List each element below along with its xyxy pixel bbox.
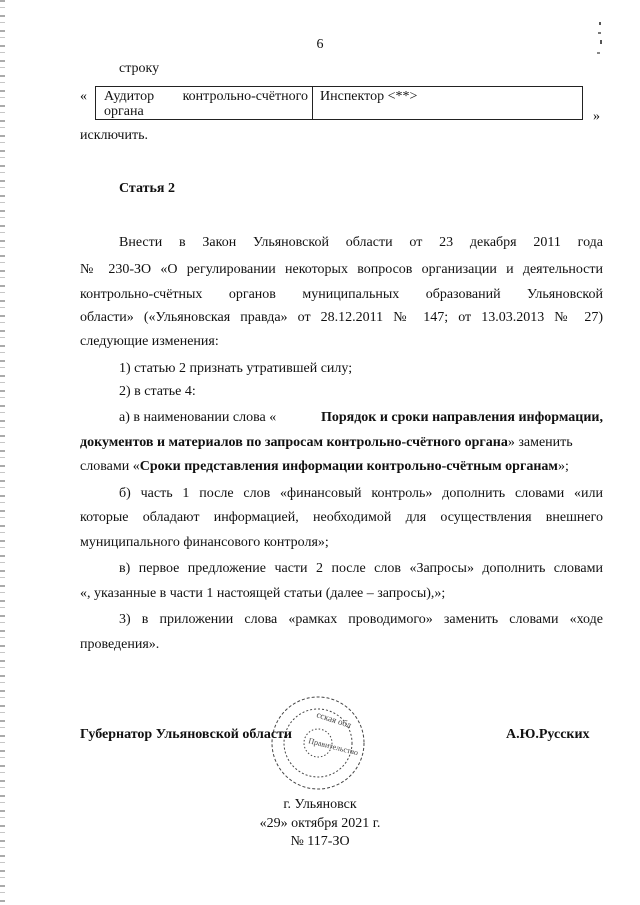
subitem-c-line: в) первое предложение части 2 после слов «Запросы» дополнить словами xyxy=(119,561,603,576)
law-number: № 117-ЗО xyxy=(290,834,350,849)
page-number: 6 xyxy=(316,37,324,52)
delete-text: исключить. xyxy=(80,128,148,143)
body-line: контрольно-счётных органов муниципальных образований Ульяновской xyxy=(80,287,603,302)
list-item: 1) статью 2 признать утратившей силу; xyxy=(119,361,353,376)
subitem-b-line: б) часть 1 после слов «финансовый контроль» дополнить словами «или xyxy=(119,486,603,501)
table-cell-title: Инспектор <**> xyxy=(320,89,418,104)
body-line: следующие изменения: xyxy=(80,334,219,349)
signatory-title: Губернатор Ульяновской области xyxy=(80,727,292,742)
list-item: 2) в статье 4: xyxy=(119,384,196,399)
subitem-a-line1 xyxy=(119,410,603,426)
subitem-a-text: Порядок и сроки направления информации, xyxy=(320,410,603,425)
subitem-a-text: »; xyxy=(557,459,569,474)
item3-line: 3) в приложении слова «рамках проводимого» заменить словами «ходе xyxy=(119,612,603,627)
subitem-a-text: словами « xyxy=(80,459,140,474)
subitem-a-text: документов и материалов по запросам контрольно-счётного органа xyxy=(80,435,508,450)
place: г. Ульяновск xyxy=(283,797,357,812)
item3-line: проведения». xyxy=(80,637,160,652)
close-quote: » xyxy=(593,109,600,124)
subitem-b-line: муниципального финансового контроля»; xyxy=(80,535,329,550)
amendment-table-row xyxy=(95,86,583,120)
scan-edge-marks xyxy=(0,0,5,905)
signatory-name: А.Ю.Русских xyxy=(506,727,590,742)
svg-text:Правительство: Правительство xyxy=(307,736,360,758)
table-cell-position-line2: органа xyxy=(104,104,144,119)
svg-text:сская обл: сская обл xyxy=(315,709,353,731)
subitem-a-text: а) в наименовании слова « xyxy=(119,410,277,425)
body-line: Внести в Закон Ульяновской области от 23 декабря 2011 года xyxy=(119,235,603,250)
official-seal xyxy=(268,693,368,793)
subitem-a-line2 xyxy=(80,435,573,451)
body-line: № 230-ЗО «О регулировании некоторых вопросов организации и деятельности xyxy=(80,262,603,277)
open-quote: « xyxy=(80,89,87,104)
subitem-a-line3 xyxy=(80,459,569,475)
table-cell-position-line1: Аудитор контрольно-счётного xyxy=(104,89,308,104)
subitem-a-text: Сроки представления информации контрольно-счётным органам xyxy=(139,459,558,474)
subitem-a-text: » заменить xyxy=(507,435,573,450)
table-column-divider xyxy=(312,87,313,119)
subitem-c-line: «, указанные в части 1 настоящей статьи (далее – запросы),»; xyxy=(80,586,446,601)
subitem-b-line: которые обладают информацией, необходимой для осуществления внешнего xyxy=(80,510,603,525)
intro-text: строку xyxy=(119,61,160,76)
article-heading: Статья 2 xyxy=(119,181,175,196)
body-line: области» («Ульяновская правда» от 28.12.2011 № 147; от 13.03.2013 № 27) xyxy=(80,310,603,325)
date: «29» октября 2021 г. xyxy=(259,816,381,831)
